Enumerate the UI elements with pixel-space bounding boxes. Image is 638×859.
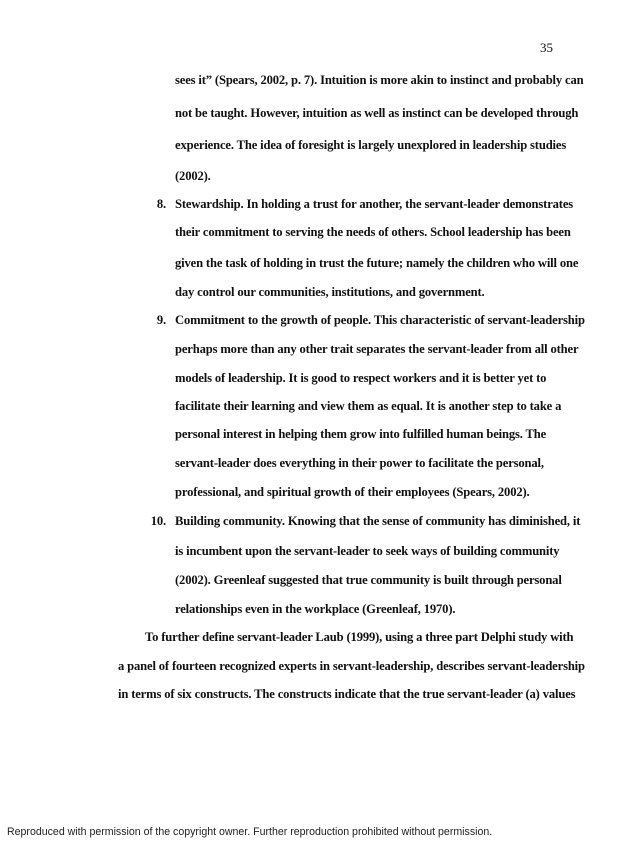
text-line: Commitment to the growth of people. This characteristic of servant-leadership bbox=[175, 313, 585, 327]
text-line: day control our communities, institutions, and government. bbox=[175, 285, 485, 299]
text-line: To further define servant-leader Laub (1999), using a three part Delphi study with bbox=[145, 630, 574, 644]
text-line: (2002). Greenleaf suggested that true community is built through personal bbox=[175, 573, 562, 587]
text-line: given the task of holding in trust the future; namely the children who will one bbox=[175, 256, 579, 270]
text-line: (2002). bbox=[175, 169, 211, 183]
text-line: professional, and spiritual growth of their employees (Spears, 2002). bbox=[175, 485, 530, 499]
text-line: Building community. Knowing that the sense of community has diminished, it bbox=[175, 514, 581, 528]
text-line: in terms of six constructs. The constructs indicate that the true servant-leader (a) values bbox=[118, 687, 576, 701]
text-line: a panel of fourteen recognized experts in servant-leadership, describes servant-leadership bbox=[118, 659, 585, 673]
list-number: 10. bbox=[150, 514, 166, 528]
text-line: their commitment to serving the needs of others. School leadership has been bbox=[175, 225, 571, 239]
text-line: facilitate their learning and view them as equal. It is another step to take a bbox=[175, 399, 562, 413]
text-line: not be taught. However, intuition as well as instinct can be developed through bbox=[175, 106, 579, 120]
list-number: 8. bbox=[156, 197, 166, 211]
text-line: models of leadership. It is good to respect workers and it is better yet to bbox=[175, 371, 547, 385]
page-number: 35 bbox=[540, 40, 553, 55]
list-number: 9. bbox=[156, 313, 166, 327]
text-line: Stewardship. In holding a trust for another, the servant-leader demonstrates bbox=[175, 197, 574, 211]
text-line: personal interest in helping them grow into fulfilled human beings. The bbox=[175, 427, 547, 441]
text-line: relationships even in the workplace (Greenleaf, 1970). bbox=[175, 602, 456, 616]
text-line: experience. The idea of foresight is largely unexplored in leadership studies bbox=[175, 138, 567, 152]
text-line: sees it” (Spears, 2002, p. 7). Intuition is more akin to instinct and probably can bbox=[175, 73, 584, 87]
text-line: is incumbent upon the servant-leader to seek ways of building community bbox=[175, 544, 560, 558]
text-line: servant-leader does everything in their power to facilitate the personal, bbox=[175, 456, 544, 470]
text-line: perhaps more than any other trait separates the servant-leader from all other bbox=[175, 342, 579, 356]
copyright-notice: Reproduced with permission of the copyright owner. Further reproduction prohibited without permission. bbox=[7, 826, 493, 838]
